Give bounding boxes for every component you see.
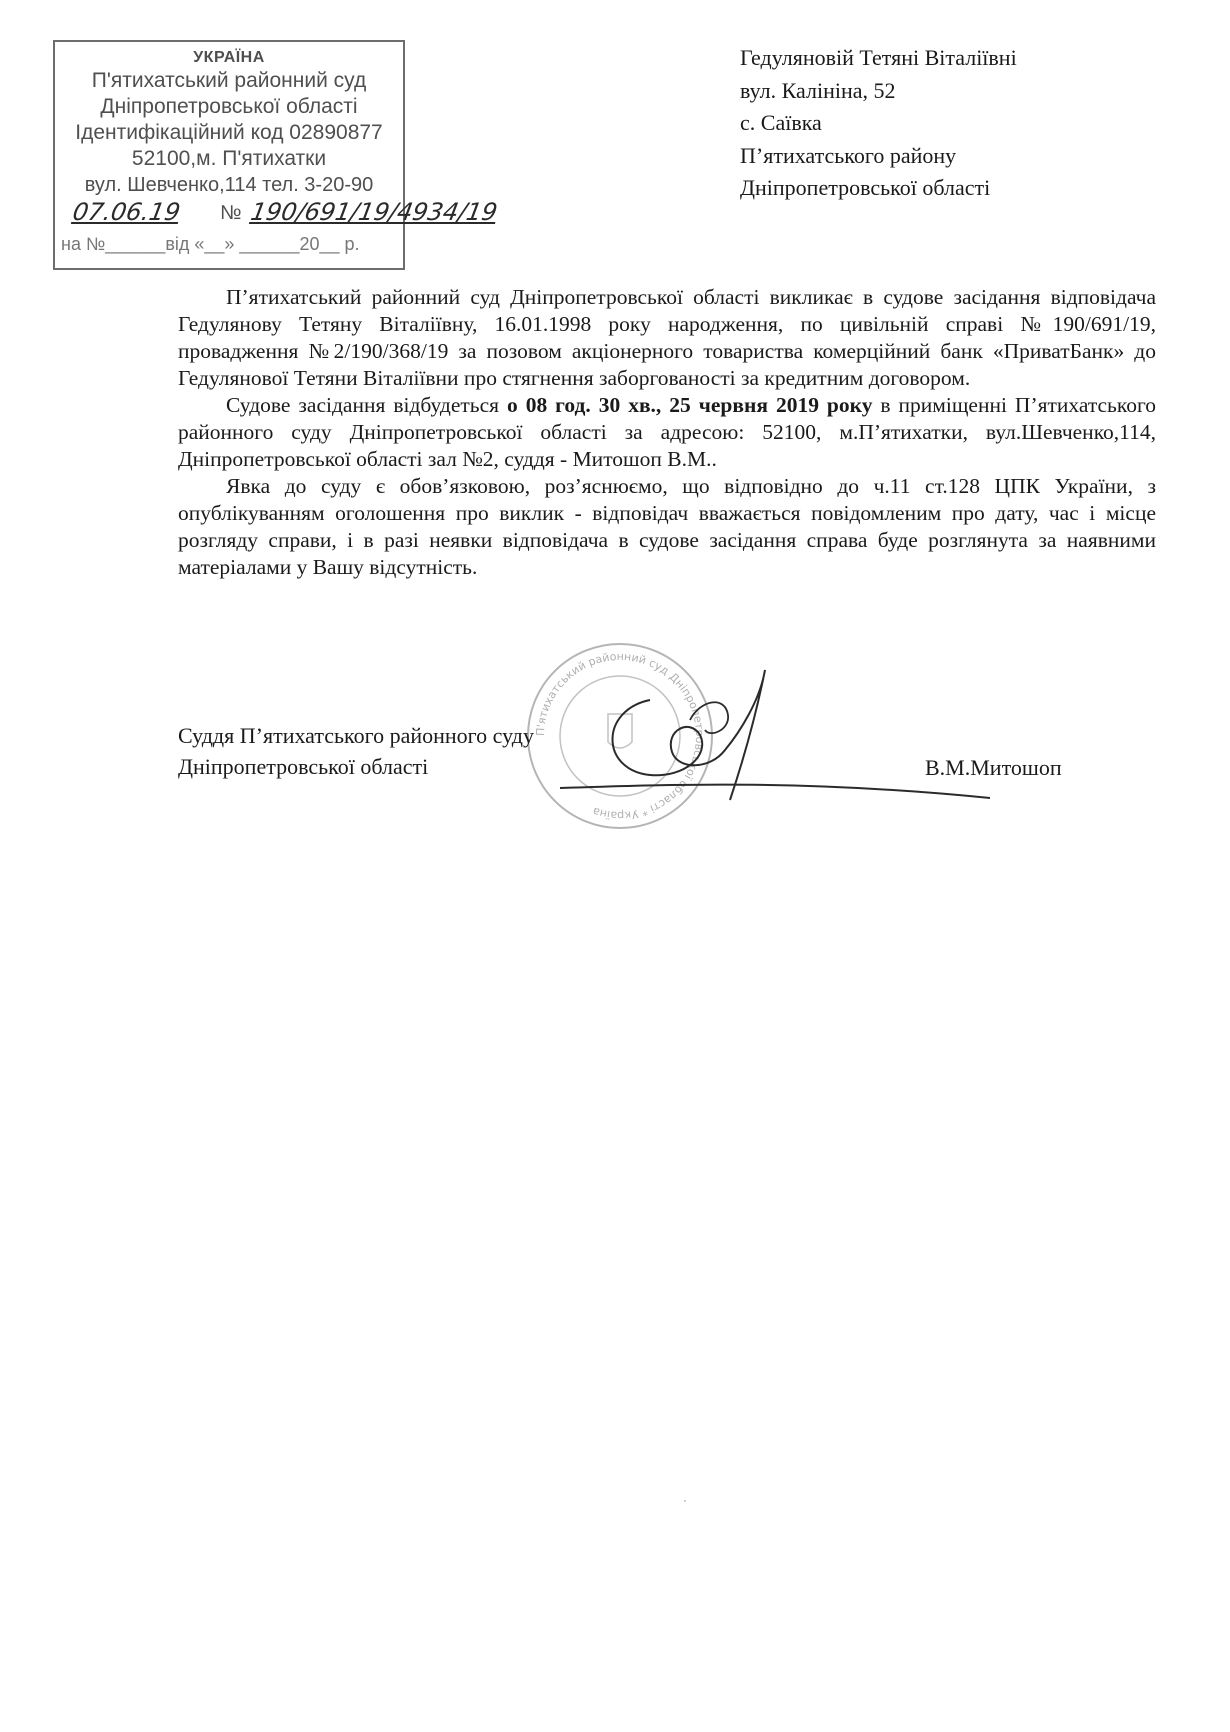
stamp-line-court: П'ятихатський районний суд xyxy=(91,69,367,92)
seal-ring-text: П'ятихатський районний суд Дніпропетровської області * Україна xyxy=(533,649,707,823)
stamp-line-city: 52100,м. П'ятихатки xyxy=(131,147,327,170)
stamp-number-sign: № xyxy=(220,202,242,224)
stamp-line-address: вул. Шевченко,114 тел. 3-20-90 xyxy=(84,174,374,196)
hearing-location: в приміщенні П’ятихатського районного суду Дніпропетровської області за адресою: 52100, м.П’ятихатки, вул.Шевченко,114, Дніпропетровської області зал №2, суддя - Митошоп В.М.. xyxy=(178,393,1156,471)
stamp-line-country: УКРАЇНА xyxy=(193,49,265,66)
stamp-line-region: Дніпропетровської області xyxy=(100,95,358,118)
hearing-intro: Судове засідання відбудеться xyxy=(226,393,507,417)
paragraph-notice: Явка до суду є обов’язковою, роз’яснюємо, що відповідно до ч.11 ст.128 ЦПК України, з опублікуванням оголошення про виклик - відповідач вважається повідомленим про дату, час і місце розгляду справи, і в разі неявки відповідача в судове засідання справа буде розглянута за наявними матеріалами у Вашу відсутність. xyxy=(178,474,1156,579)
addressee-district: П’ятихатського району xyxy=(740,142,957,168)
stamp-handwritten-number: 190/691/19/4934/19 xyxy=(248,198,500,226)
hearing-datetime: о 08 год. 30 хв., 25 червня 2019 року xyxy=(506,393,873,417)
signature-position-line2: Дніпропетровської області xyxy=(178,754,429,779)
addressee-village: с. Саївка xyxy=(740,110,822,135)
summons-body xyxy=(178,284,1156,581)
stamp-line-code: Ідентифікаційний код 02890877 xyxy=(75,121,383,144)
paragraph-summons: П’ятихатський районний суд Дніпропетровської області викликає в судове засідання відповідача Гедулянову Тетяну Віталіївну, 16.01.1998 року народження, по цивільній справі №190/691/19, провадження №2/190/368/19 за позовом акціонерного товариства комерційний банк «ПриватБанк» до Гедулянової Тетяни Віталіївни про стягнення заборгованості за кредитним договором. xyxy=(178,285,1156,390)
addressee-street: вул. Калініна, 52 xyxy=(740,77,896,103)
addressee-block xyxy=(740,42,1017,205)
scan-speck xyxy=(684,1500,686,1502)
addressee-name: Гедуляновій Тетяні Віталіївні xyxy=(740,45,1017,70)
addressee-region: Дніпропетровської області xyxy=(740,175,991,200)
paragraph-hearing xyxy=(178,392,1156,473)
registration-stamp xyxy=(53,40,500,270)
signature-icon xyxy=(560,660,1000,810)
stamp-reference-row: на №______від «__» ______20__ р. xyxy=(61,234,360,254)
signature-position-line1: Суддя П’ятихатського районного суду xyxy=(178,723,534,748)
judge-name: В.М.Митошоп xyxy=(925,755,1062,780)
signature-position xyxy=(178,720,534,782)
stamp-handwritten-date: 07.06.19 xyxy=(70,198,183,226)
